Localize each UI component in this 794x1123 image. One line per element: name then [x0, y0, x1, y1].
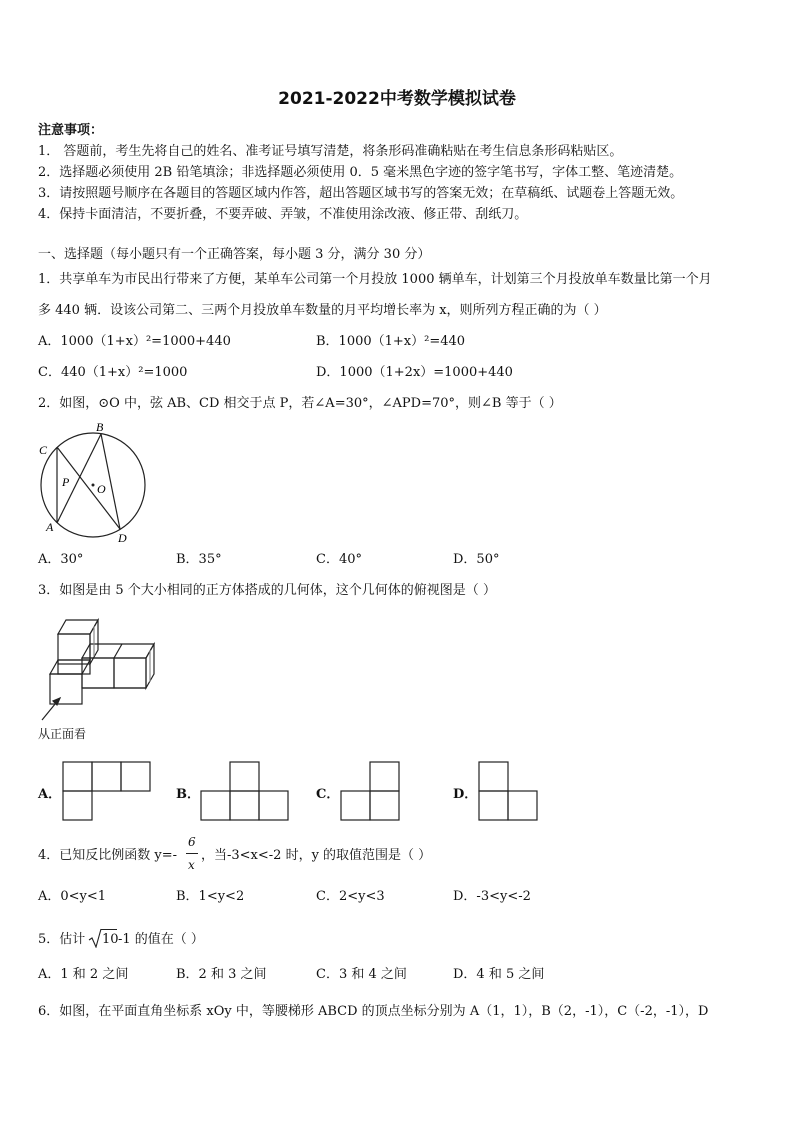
q4-fraction-bar [186, 853, 198, 854]
q5-text-pre: 5．估计 [38, 932, 86, 947]
q4-text-post: ，当-3<x<-2 时，y 的取值范围是（ ） [201, 848, 432, 863]
q1-option-a: A．1000（1+x）²=1000+440 [38, 334, 231, 349]
q4-fraction-denominator: x [188, 858, 195, 872]
q5-text-post: -1 的值在（ ） [118, 932, 204, 947]
label-b: B [96, 420, 104, 434]
q2-option-c: C．40° [316, 552, 362, 567]
q5-option-b: B．2 和 3 之间 [176, 967, 267, 982]
label-a: A [46, 520, 54, 534]
q6-line1: 6．如图，在平面直角坐标系 xOy 中，等腰梯形 ABCD 的顶点坐标分别为 A（1，1），B（2，-1），C（-2，-1），D [38, 1004, 709, 1019]
notice-heading: 注意事项： [38, 123, 104, 138]
q3-option-a-figure [60, 760, 154, 824]
notice-item-1: 1． 答题前，考生先将自己的姓名、准考证号填写清楚，将条形码准确粘贴在考生信息条形码粘贴区。 [38, 144, 623, 159]
front-view-caption: 从正面看 [38, 727, 87, 741]
q3-option-b-label: B． [176, 787, 200, 802]
q1-option-d: D．1000（1+2x）=1000+440 [316, 365, 513, 380]
q2-option-b: B．35° [176, 552, 222, 567]
circle-chord-figure [34, 418, 158, 546]
q4-option-d: D．-3<y<-2 [453, 889, 531, 904]
sqrt-vinculum [101, 929, 117, 930]
q2-text: 2．如图，⊙O 中，弦 AB、CD 相交于点 P，若∠A=30°，∠APD=70°，则∠B 等于（ ） [38, 396, 562, 411]
q5-radicand: 10 [102, 932, 119, 947]
label-d: D [118, 531, 127, 545]
label-c: C [39, 443, 48, 457]
section-heading: 一、选择题（每小题只有一个正确答案，每小题 3 分，满分 30 分） [38, 247, 431, 262]
q1-line1: 1．共享单车为市民出行带来了方便，某单车公司第一个月投放 1000 辆单车，计划第三个月投放单车数量比第一个月 [38, 272, 712, 287]
cube-front-bottom-left [50, 674, 82, 704]
q4-option-c: C．2<y<3 [316, 889, 385, 904]
notice-item-2: 2．选择题必须使用 2B 铅笔填涂；非选择题必须使用 0．5 毫米黑色字迹的签字笔书写，字体工整、笔迹清楚。 [38, 165, 683, 180]
q5-option-a: A．1 和 2 之间 [38, 967, 129, 982]
q4-option-b: B．1<y<2 [176, 889, 245, 904]
q3-option-d-figure [476, 760, 542, 824]
cube-solid-figure [36, 610, 156, 730]
q3-text: 3．如图是由 5 个大小相同的正方体搭成的几何体，这个几何体的俯视图是（ ） [38, 583, 496, 598]
q4-option-a: A．0<y<1 [38, 889, 107, 904]
q3-option-c-label: C． [316, 787, 340, 802]
q3-option-d-label: D． [453, 787, 478, 802]
q5-option-d: D．4 和 5 之间 [453, 967, 545, 982]
notice-item-3: 3．请按照题号顺序在各题目的答题区域内作答，超出答题区域书写的答案无效；在草稿纸、试题卷上答题无效。 [38, 186, 684, 201]
sqrt-sign-icon [88, 928, 102, 948]
notice-item-4: 4．保持卡面清洁，不要折叠，不要弄破、弄皱，不准使用涂改液、修正带、刮纸刀。 [38, 207, 528, 222]
q2-option-a: A．30° [38, 552, 84, 567]
page-title: 2021-2022中考数学模拟试卷 [278, 89, 516, 109]
q4-text-pre: 4．已知反比例函数 y=- [38, 848, 178, 863]
q1-line2: 多 440 辆．设该公司第二、三两个月投放单车数量的月平均增长率为 x，则所列方程正确的为（ ） [38, 303, 607, 318]
q3-option-a-label: A． [38, 787, 62, 802]
label-o: O [97, 482, 106, 496]
q2-option-d: D．50° [453, 552, 500, 567]
q4-fraction-numerator: 6 [188, 835, 196, 849]
q3-option-c-figure [338, 760, 404, 824]
label-p: P [62, 475, 70, 489]
q3-option-b-figure [198, 760, 292, 824]
q5-option-c: C．3 和 4 之间 [316, 967, 407, 982]
center-point [92, 484, 95, 487]
q1-option-b: B．1000（1+x）²=440 [316, 334, 466, 349]
q1-option-c: C．440（1+x）²=1000 [38, 365, 188, 380]
